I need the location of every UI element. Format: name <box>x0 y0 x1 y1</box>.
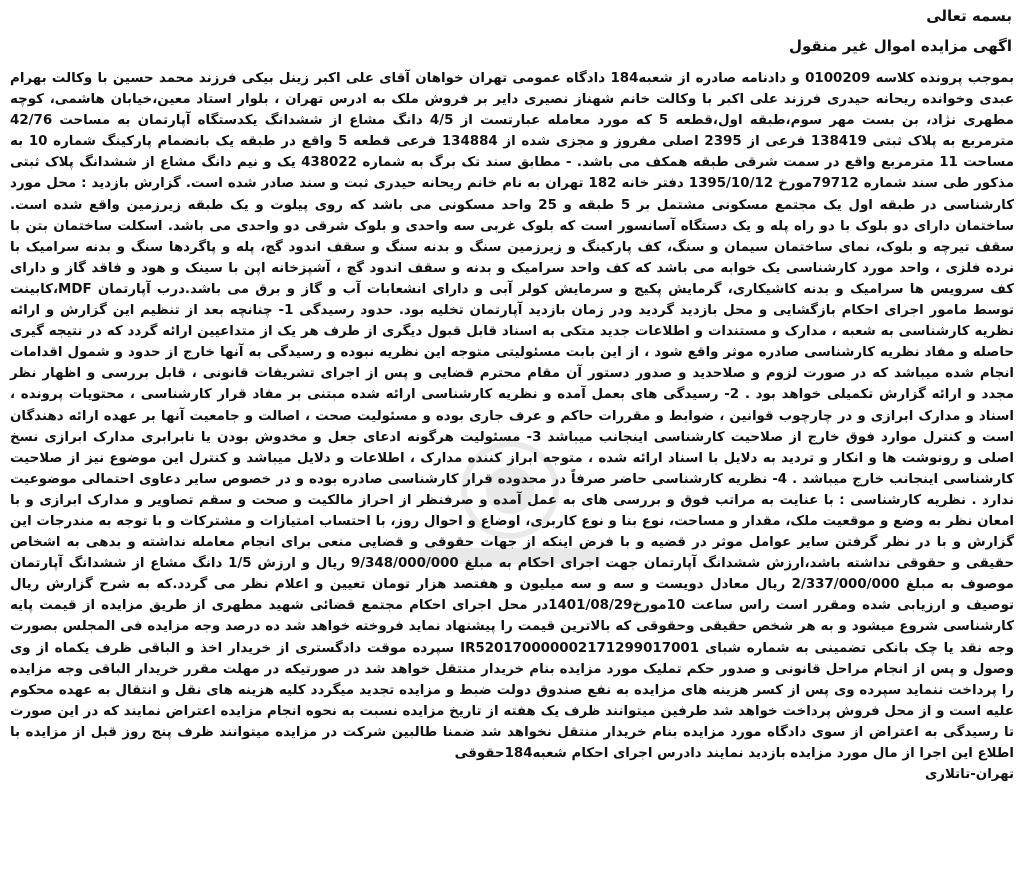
notice-closing-line: تهران-تاتلاری <box>924 767 1014 783</box>
basmala-heading: بسمه تعالی <box>926 7 1012 25</box>
notice-body-text: بموجب پرونده کلاسه 0100209 و دادنامه صادره از شعبه184 دادگاه عمومی تهران خواهان آقای علی اکبر زینل بیکی فرزند محمد حسین با وکالت بهرام عبدی وخوانده ریحانه حیدری فرزند علی اکبر با وکالت خانم شهناز نصیری دایر بر فروش ملک به ادرس تهران ، بلوار استاد معین،خیابان هاشمی، کوچه مطهری نژاد، بن بست مهر سوم،طبقه اول،قطعه 5 که مورد معامله عبارتست از 4/5 دانگ مشاع از ششدانگ یکدستگاه آپارتمان به مساحت 42/76 مترمربع به پلاک ثبتی 138419 فرعی از 2395 اصلی مفروز و مجزی شده از 134884 فرعی قطعه 5 واقع در طبقه یک بانضمام پارکینگ شماره 10 به مساحت 11 مترمربع واقع در سمت شرقی طبقه همکف می باشد. - مطابق سند تک برگ به شماره 438022 یک و نیم دانگ مشاع از ششدانگ پلاک ثبتی مذکور طی سند شماره 79712مورخ 1395/10/12 دفتر خانه 182 تهران به نام خانم ریحانه حیدری ثبت و سند صادر شده است. گزارش بازدید : محل مورد کارشناسی در طبقه اول یک مجتمع مسکونی مشتمل بر 5 طبقه و 25 واحد مسکونی می باشد که روی پیلوت و یک طبقه زیرزمین واقع شده است. ساختمان دارای دو بلوک با دو راه پله و یک دستگاه آسانسور است که بلوک غربی سه واحدی و بلوک شرقی دو واحدی می باشد. اسکلت ساختمان بتن با سقف تیرچه و بلوک، نمای ساختمان سیمان و سنگ، کف پارکینگ و زیرزمین سنگ و بدنه سنگ و سقف اندود گچ، پله و پاگردها سنگ و بدنه سرامیک با نرده فلزی ، واحد مورد کارشناسی یک خوابه می باشد که کف واحد سرامیک و بدنه و سقف اندود گچ ، آشپزخانه اپن با سینک و هود و فاقد گاز و دارای کف سرویس ها سرامیک و بدنه کاشیکاری، گرمایش پکیج و سرمایش کولر آبی و دارای انشعابات آب و گاز و برق می باشد.درب آپارتمان MDF،کابینت توسط مامور اجرای احکام بازگشایی و محل بازدید گردید ودر زمان بازدید آپارتمان تخلیه بود. حدود رسیدگی 1- چنانچه بعد از تنظیم این گزارش و ارائه نظریه کارشناسی به شعبه ، مدارک و مستندات و اطلاعات جدید متکی به اسناد قابل قبول دیگری از طرف هر یک از متداعیین ارائه گردد که در نتیجه گیری حاصله و مفاد نظریه کارشناسی صادره موثر واقع شود ، از این بابت مسئولیتی متوجه این نظریه نبوده و رسیدگی به آنها خارج از حدود و شمول اقدامات انجام شده میباشد که در صورت لزوم و صلاحدید و صدور دستور آن مقام محترم قضایی و پس از اجرای تشریفات قانونی ، قابل بررسی و اظهار نظر مجدد و ارائه گزارش تکمیلی خواهد بود . 2- رسیدگی های بعمل آمده و نظریه کارشناسی ارائه شده مبتنی بر مفاد قرار کارشناسی ، محتویات پرونده ، اسناد و مدارک ابرازی و در چارچوب قوانین ، ضوابط و مقررات حاکم و عرف جاری بوده و مسئولیت صحت ، اصالت و جامعیت آنها بر عهده ارائه دهندگان است و کنترل موارد فوق خارج از صلاحیت کارشناسی اینجانب میباشد 3- مسئولیت هرگونه ادعای جعل و مخدوش بودن یا نابرابری مدارک ابرازی نسخ اصلی و رونوشت ها و انکار و تردید به دلایل با اسناد ارائه شده ، متوجه ابراز کننده مدارک ، اطلاعات و دلایل میباشد و کنترل این موضوع نیز از صلاحیت کارشناسی اینجانب خارج میباشد . 4- نظریه کارشناسی حاضر صرفاً در محدوده قرار کارشناسی صادره بوده و در خصوص سایر دعاوی احتمالی موضوعیت ندارد . نظریه کارشناسی : با عنایت به مراتب فوق و بررسی های به عمل آمده و صرفنظر از احراز مالکیت و صحت و سقم تصاویر و مدارک ابرازی و با امعان نظر به وضع و موقعیت ملک، مقدار و مساحت، نوع بنا و نوع کاربری، اوضاع و احوال روز، با احتساب امتیازات و مشترکات و با توجه به مندرجات این گزارش و با در نظر گرفتن سایر عوامل موثر در قضیه و با فرض اینکه از جهات حقوقی و قضایی منعی برای انجام معامله نداشته و بدهی به اشخاص حقیقی و حقوقی نداشته باشد،ارزش ششدانگ آپارتمان جهت اجرای احکام به مبلغ 9/348/000/000 ریال و ارزش 1/5 دانگ مشاع از ششدانگ آپارتمان موصوف به مبلغ 2/337/000/000 ریال معادل دویست و سه و سه میلیون و هفتصد هزار تومان تعیین و اعلام نظر می گردد.که به شرح گزارش ریال توصیف و ارزیابی شده ومقرر است راس ساعت 10مورخ1401/08/29در محل اجرای احکام مجتمع قضائی شهید مطهری از طریق مزایده از قیمت پایه کارشناسی شروع میشود و به هر شخص حقیقی وحقوقی که بالاترین قیمت را پیشنهاد نماید فروخته خواهد شد ده درصد وجه مزایده فی المجلس بصورت وجه نقد یا چک بانکی تضمینی به شماره شبای IR520170000002171299017001 سپرده موقت دادگستری از خریدار اخذ و الباقی ظرف یکماه از وی وصول و پس از انجام مراحل قانونی و صدور حکم تملیک مورد مزایده بنام خریدار منتقل خواهد شد در صورتیکه در مهلت مقرر خریدار الباقی وجه مزایده را پرداخت ننماید سپرده وی پس از کسر هزینه های مزایده به نفع صندوق دولت ضبط و مزایده تجدید میگردد کلیه هزینه های نقل و انتقال به عهده محکوم علیه است و از محل فروش پرداخت خواهد شد طرفین میتوانند ظرف یک هفته از تاریخ مزایده نسبت به نحوه انجام مزایده اعتراض نمایند که در این صورت تا رسیدگی به اعتراض از سوی دادگاه مورد مزایده بنام خریدار منتقل نخواهد شد ضمنا طالبین شرکت در مزایده میتوانند ظرف پنج روز قبل از مزایده با اطلاع این اجرا از مال مورد مزایده بازدید نمایند دادرس اجرای احکام شعبه184حقوقی <box>10 71 1015 761</box>
notice-title: اگهی مزایده اموال غیر منقول <box>788 37 1012 55</box>
